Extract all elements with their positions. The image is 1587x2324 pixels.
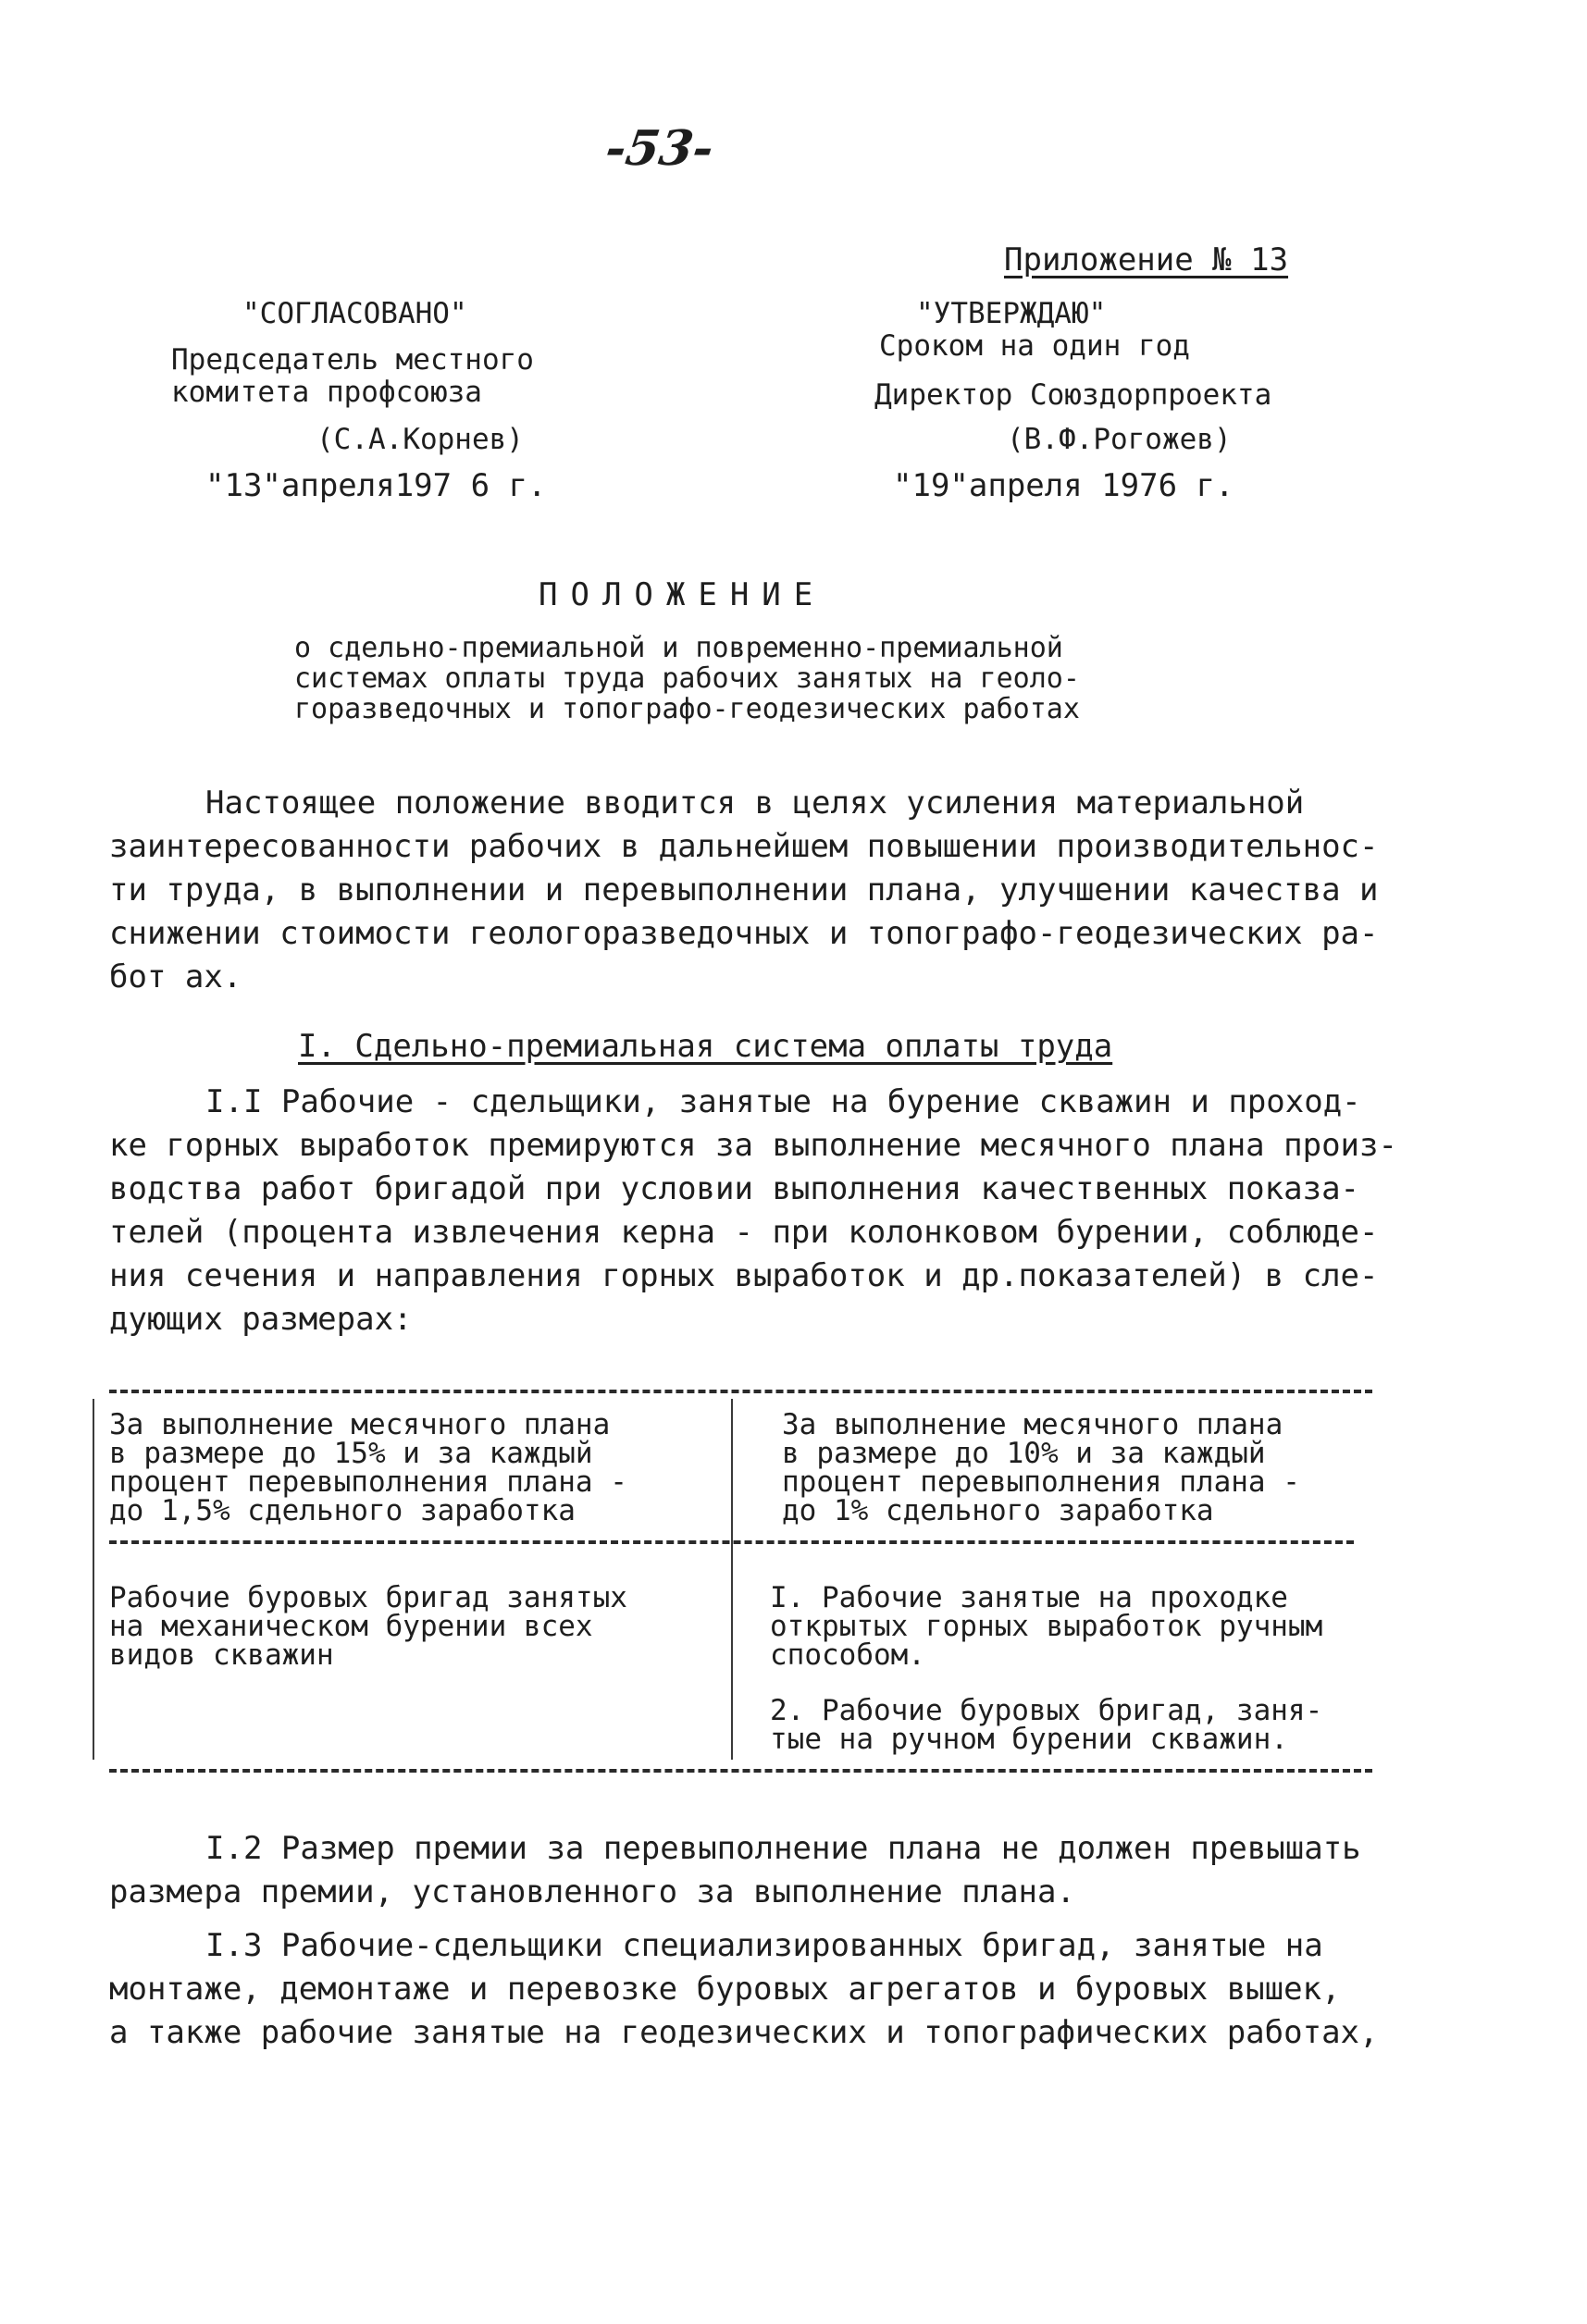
table-cell-line: За выполнение месячного плана <box>782 1408 1283 1441</box>
subtitle-line: системах оплаты труда рабочих занятых на геоло- <box>294 662 1080 695</box>
paragraph-line: I.2 Размер премии за перевыполнение плана не должен превышать <box>205 1830 1361 1867</box>
paragraph-line: I.3 Рабочие-сдельщики специализированных бригад, занятые на <box>205 1927 1323 1964</box>
table-cell-line: За выполнение месячного плана <box>109 1408 611 1441</box>
paragraph-line: размера премии, установленного за выполнение плана. <box>109 1873 1075 1910</box>
table-cell-line: в размере до 10% и за каждый <box>782 1437 1266 1470</box>
paragraph-line: ния сечения и направления горных выработок и др.показателей) в сле- <box>109 1257 1379 1294</box>
table-cell-line: тые на ручном бурении скважин. <box>770 1723 1288 1756</box>
table-cell-line: 2. Рабочие буровых бригад, заня- <box>770 1694 1323 1727</box>
document-title: ПОЛОЖЕНИЕ <box>539 576 826 613</box>
table-cell-line: процент перевыполнения плана - <box>782 1465 1300 1499</box>
paragraph-line: Настоящее положение вводится в целях усиления материальной <box>205 785 1305 822</box>
subtitle-line: горазведочных и топографо-геодезических работах <box>294 693 1080 725</box>
table-cell-line: на механическом бурении всех <box>109 1610 593 1643</box>
approval-right-signature: (В.Ф.Рогожев) <box>1007 423 1232 456</box>
approval-left-date: "13"апреля197 6 г. <box>205 467 547 504</box>
paragraph-line: дующих размерах: <box>109 1301 413 1338</box>
approval-right-line1: Сроком на один год <box>879 329 1190 363</box>
paragraph-line: заинтересованности рабочих в дальнейшем повышении производительнос- <box>109 828 1379 865</box>
table-cell-line: Рабочие буровых бригад занятых <box>109 1581 627 1614</box>
table-cell-line: видов скважин <box>109 1638 334 1672</box>
paragraph-line: I.I Рабочие - сдельщики, занятые на бурение скважин и проход- <box>205 1083 1361 1120</box>
paragraph-line: а также рабочие занятые на геодезических и топографических работах, <box>109 2014 1379 2051</box>
table-cell-line: способом. <box>770 1638 925 1672</box>
paragraph-line: снижении стоимости геологоразведочных и топографо-геодезических ра- <box>109 915 1379 952</box>
paragraph-line: телей (процента извлечения керна - при колонковом бурении, соблюде- <box>109 1214 1379 1251</box>
table-cell-line: процент перевыполнения плана - <box>109 1465 627 1499</box>
approval-left-signature: (С.А.Корнев) <box>316 423 524 456</box>
table-cell-line: I. Рабочие занятые на проходке <box>770 1581 1288 1614</box>
table-cell-line: в размере до 15% и за каждый <box>109 1437 593 1470</box>
approval-right-line2: Директор Союздорпроекта <box>874 378 1272 412</box>
paragraph-line: монтаже, демонтаже и перевозке буровых агрегатов и буровых вышек, <box>109 1971 1341 2008</box>
page-number: -53- <box>601 120 717 177</box>
table-cell-line: до 1% сдельного заработка <box>782 1494 1214 1527</box>
appendix-label: Приложение № 13 <box>1004 241 1289 278</box>
table-cell-line: до 1,5% сдельного заработка <box>109 1494 576 1527</box>
table-top-rule <box>109 1390 1372 1393</box>
approval-left-label: "СОГЛАСОВАНО" <box>242 297 467 330</box>
paragraph-line: бот ах. <box>109 958 242 995</box>
table-left-border <box>93 1399 94 1760</box>
paragraph-line: водства работ бригадой при условии выполнения качественных показа- <box>109 1170 1360 1207</box>
approval-right-label: "УТВЕРЖДАЮ" <box>916 297 1107 330</box>
paragraph-line: ке горных выработок премируются за выполнение месячного плана произ- <box>109 1127 1397 1164</box>
table-column-divider <box>731 1399 733 1760</box>
subtitle-line: о сдельно-премиальной и повременно-премиальной <box>294 632 1063 664</box>
approval-right-date: "19"апреля 1976 г. <box>893 467 1234 504</box>
approval-left-line1: Председатель местного <box>171 343 534 377</box>
paragraph-line: ти труда, в выполнении и перевыполнении плана, улучшении качества и <box>109 872 1379 909</box>
table-bottom-rule <box>109 1769 1372 1773</box>
table-cell-line: открытых горных выработок ручным <box>770 1610 1323 1643</box>
section-heading: I. Сдельно-премиальная система оплаты труда <box>298 1028 1113 1065</box>
approval-left-line2: комитета профсоюза <box>171 376 482 409</box>
